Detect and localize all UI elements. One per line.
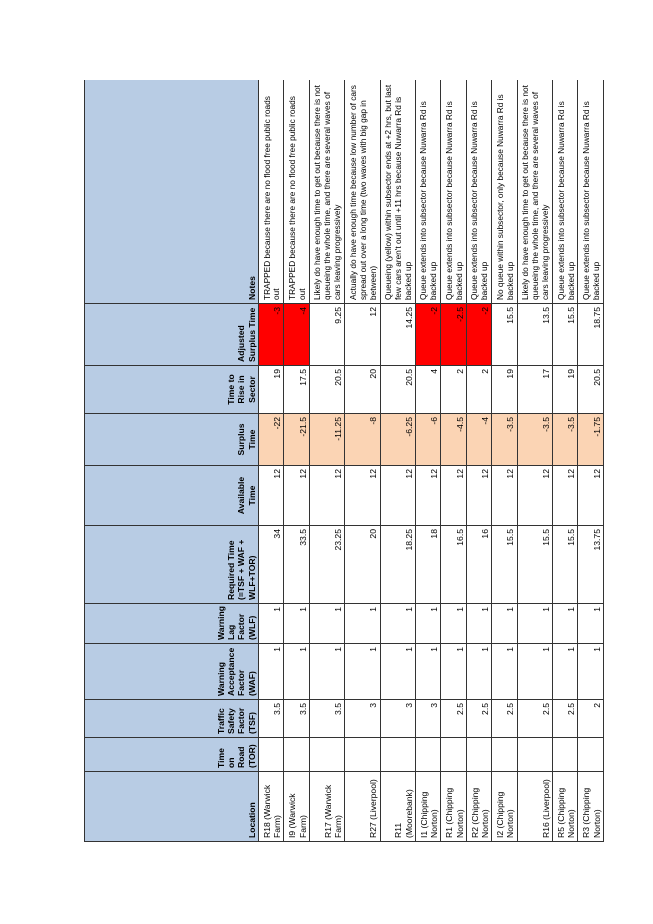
table-row: [492, 80, 517, 842]
cell-available-time: 12: [259, 466, 284, 526]
cell-adjusted-surplus: 18.75: [578, 304, 604, 366]
cell-waf: 1: [415, 644, 440, 700]
cell-time-to-rise: 20.5: [578, 366, 604, 414]
cell-tor: [553, 738, 578, 772]
cell-waf: 1: [492, 644, 517, 700]
cell-required-time: 15.5: [553, 526, 578, 604]
table-row: [553, 80, 578, 842]
cell-waf: 1: [309, 644, 344, 700]
cell-wlf: 1: [380, 604, 415, 644]
cell-required-time: 16: [466, 526, 491, 604]
col-header-available-time: Available Time: [85, 466, 259, 526]
cell-location: I1 (Chipping Norton): [415, 772, 440, 842]
cell-notes: TRAPPED because there are no flood free public roads out: [284, 80, 309, 304]
cell-tsf: 2.5: [466, 700, 491, 738]
cell-time-to-rise: 2: [466, 366, 491, 414]
cell-tsf: 3.5: [309, 700, 344, 738]
cell-tsf: 2: [578, 700, 604, 738]
cell-tor: [441, 738, 466, 772]
cell-surplus-time: -8: [345, 414, 380, 466]
cell-adjusted-surplus: -2: [466, 304, 491, 366]
col-header-notes: Notes: [85, 80, 259, 304]
cell-required-time: 16.5: [441, 526, 466, 604]
cell-adjusted-surplus: 14.25: [380, 304, 415, 366]
col-header-required-time: Required Time (=TSF + WAF + WLF+TOR): [85, 526, 259, 604]
table-row: [441, 80, 466, 842]
cell-adjusted-surplus: 15.5: [553, 304, 578, 366]
cell-adjusted-surplus: 12: [345, 304, 380, 366]
table-row: [284, 80, 309, 842]
table-body: [259, 80, 604, 842]
cell-tsf: 3: [345, 700, 380, 738]
cell-tsf: 2.5: [492, 700, 517, 738]
cell-location: R1 (Chipping Norton): [441, 772, 466, 842]
cell-tor: [309, 738, 344, 772]
cell-available-time: 12: [578, 466, 604, 526]
cell-tsf: 3.5: [259, 700, 284, 738]
cell-surplus-time: -1.75: [578, 414, 604, 466]
cell-tsf: 2.5: [517, 700, 552, 738]
cell-time-to-rise: 19: [492, 366, 517, 414]
cell-waf: 1: [345, 644, 380, 700]
cell-location: I9 (Warwick Farm): [284, 772, 309, 842]
table-row: [345, 80, 380, 842]
table-row: [517, 80, 552, 842]
cell-location: R2 (Chipping Norton): [466, 772, 491, 842]
cell-notes: Actually do have enough time because low number of cars spread out over a long time (two waves with big gap in between): [345, 80, 380, 304]
cell-time-to-rise: 19: [259, 366, 284, 414]
cell-location: R5 (Chipping Norton): [553, 772, 578, 842]
cell-wlf: 1: [553, 604, 578, 644]
cell-waf: 1: [466, 644, 491, 700]
cell-notes: Queue extends into subsector because Nuwarra Rd is backed up: [553, 80, 578, 304]
table-row: [380, 80, 415, 842]
cell-surplus-time: -3.5: [517, 414, 552, 466]
cell-waf: 1: [441, 644, 466, 700]
cell-time-to-rise: 19: [553, 366, 578, 414]
header-row: [85, 80, 259, 842]
cell-time-to-rise: 17: [517, 366, 552, 414]
cell-location: R3 (Chipping Norton): [578, 772, 604, 842]
cell-wlf: 1: [259, 604, 284, 644]
cell-tor: [517, 738, 552, 772]
cell-waf: 1: [578, 644, 604, 700]
cell-surplus-time: -11.25: [309, 414, 344, 466]
cell-notes: Queue extends into subsector because Nuwarra Rd is backed up: [466, 80, 491, 304]
cell-notes: TRAPPED because there are no flood free public roads out: [259, 80, 284, 304]
cell-required-time: 13.75: [578, 526, 604, 604]
cell-notes: Queueing (yellow) within subsector ends at +2 hrs, but last few cars aren't out until +11 hrs because Nuwarra Rd is backed up: [380, 80, 415, 304]
table-row: [309, 80, 344, 842]
cell-tor: [492, 738, 517, 772]
cell-surplus-time: -21.5: [284, 414, 309, 466]
cell-available-time: 12: [284, 466, 309, 526]
cell-waf: 1: [380, 644, 415, 700]
cell-notes: No queue within subsector, only because Nuwarra Rd is backed up: [492, 80, 517, 304]
cell-time-to-rise: 2: [441, 366, 466, 414]
cell-time-to-rise: 20: [345, 366, 380, 414]
cell-tor: [578, 738, 604, 772]
cell-surplus-time: -3.5: [492, 414, 517, 466]
cell-required-time: 20: [345, 526, 380, 604]
cell-adjusted-surplus: 15.5: [492, 304, 517, 366]
cell-tor: [284, 738, 309, 772]
cell-available-time: 12: [466, 466, 491, 526]
cell-wlf: 1: [345, 604, 380, 644]
col-header-tor: Time on Road (TOR): [85, 738, 259, 772]
cell-required-time: 15.5: [492, 526, 517, 604]
cell-location: R27 (Liverpool): [345, 772, 380, 842]
cell-waf: 1: [284, 644, 309, 700]
table-row: [415, 80, 440, 842]
table-wrapper: [84, 80, 604, 842]
cell-required-time: 15.5: [517, 526, 552, 604]
cell-waf: 1: [259, 644, 284, 700]
cell-available-time: 12: [415, 466, 440, 526]
cell-wlf: 1: [517, 604, 552, 644]
cell-surplus-time: -4: [466, 414, 491, 466]
cell-tor: [259, 738, 284, 772]
col-header-time-to-rise: Time to Rise in Sector: [85, 366, 259, 414]
cell-waf: 1: [553, 644, 578, 700]
table-row: [578, 80, 604, 842]
cell-required-time: 23.25: [309, 526, 344, 604]
cell-adjusted-surplus: -3: [259, 304, 284, 366]
cell-adjusted-surplus: 9.25: [309, 304, 344, 366]
cell-available-time: 12: [380, 466, 415, 526]
cell-wlf: 1: [466, 604, 491, 644]
cell-surplus-time: -4.5: [441, 414, 466, 466]
cell-location: R16 (Liverpool): [517, 772, 552, 842]
cell-tsf: 3: [415, 700, 440, 738]
col-header-tsf: Traffic Safety Factor (TSF): [85, 700, 259, 738]
cell-surplus-time: -22: [259, 414, 284, 466]
cell-tor: [466, 738, 491, 772]
cell-wlf: 1: [415, 604, 440, 644]
cell-wlf: 1: [492, 604, 517, 644]
cell-tsf: 2.5: [553, 700, 578, 738]
cell-tsf: 2.5: [441, 700, 466, 738]
cell-adjusted-surplus: -4: [284, 304, 309, 366]
cell-required-time: 34: [259, 526, 284, 604]
cell-surplus-time: -6.25: [380, 414, 415, 466]
cell-time-to-rise: 17.5: [284, 366, 309, 414]
cell-time-to-rise: 20.5: [309, 366, 344, 414]
cell-available-time: 12: [517, 466, 552, 526]
cell-wlf: 1: [441, 604, 466, 644]
cell-notes: Likely do have enough time to get out because there is not queueing the whole time, and there are several waves of cars leaving progressively: [517, 80, 552, 304]
cell-notes: Queue extends into subsector because Nuwarra Rd is backed up: [441, 80, 466, 304]
col-header-surplus-time: Surplus Time: [85, 414, 259, 466]
cell-available-time: 12: [345, 466, 380, 526]
cell-tor: [345, 738, 380, 772]
cell-location: R17 (Warwick Farm): [309, 772, 344, 842]
cell-location: I2 (Chipping Norton): [492, 772, 517, 842]
cell-notes: Queue extends into subsector because Nuwarra Rd is backed up: [415, 80, 440, 304]
col-header-waf: Warning Acceptance Factor (WAF): [85, 644, 259, 700]
cell-required-time: 18: [415, 526, 440, 604]
cell-wlf: 1: [284, 604, 309, 644]
cell-tsf: 3: [380, 700, 415, 738]
col-header-location: Location: [85, 772, 259, 842]
cell-notes: Queue extends into subsector because Nuwarra Rd is backed up: [578, 80, 604, 304]
cell-location: R18 (Warwick Farm): [259, 772, 284, 842]
cell-tor: [380, 738, 415, 772]
col-header-adjusted-surplus: Adjusted Surplus Time: [85, 304, 259, 366]
cell-waf: 1: [517, 644, 552, 700]
cell-available-time: 12: [492, 466, 517, 526]
cell-tor: [415, 738, 440, 772]
cell-available-time: 12: [309, 466, 344, 526]
evacuation-time-table: [84, 80, 604, 842]
cell-time-to-rise: 4: [415, 366, 440, 414]
cell-adjusted-surplus: -2: [415, 304, 440, 366]
cell-surplus-time: -3.5: [553, 414, 578, 466]
col-header-wlf: Warning Lag Factor (WLF): [85, 604, 259, 644]
cell-tsf: 3.5: [284, 700, 309, 738]
rotated-table-region: [84, 80, 604, 842]
table-row: [259, 80, 284, 842]
cell-wlf: 1: [578, 604, 604, 644]
cell-surplus-time: -6: [415, 414, 440, 466]
cell-available-time: 12: [553, 466, 578, 526]
cell-notes: Likely do have enough time to get out because there is not queueing the whole time, and there are several waves of cars leaving progressively: [309, 80, 344, 304]
cell-required-time: 18.25: [380, 526, 415, 604]
cell-available-time: 12: [441, 466, 466, 526]
cell-required-time: 33.5: [284, 526, 309, 604]
table-row: [466, 80, 491, 842]
cell-wlf: 1: [309, 604, 344, 644]
cell-time-to-rise: 20.5: [380, 366, 415, 414]
cell-adjusted-surplus: 13.5: [517, 304, 552, 366]
cell-adjusted-surplus: -2.5: [441, 304, 466, 366]
cell-location: R11 (Moorebank): [380, 772, 415, 842]
